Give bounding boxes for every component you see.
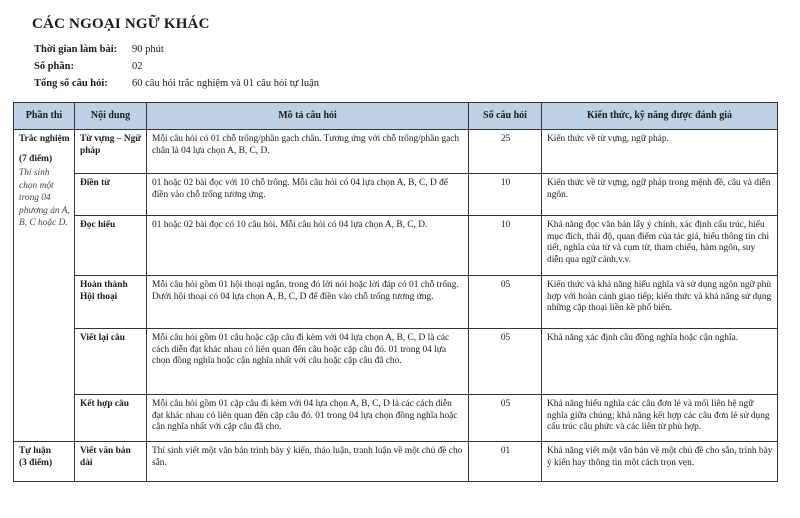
table-row bbox=[14, 216, 778, 276]
row-skill: Kiến thức và khả năng hiểu nghĩa và sử dụng ngôn ngữ phù hợp với hoàn cảnh giao tiếp; kiến thức và khả năng sử dụng những cặp thoại liền kề phổ biến. bbox=[542, 276, 778, 329]
document-title: CÁC NGOẠI NGỮ KHÁC bbox=[32, 16, 210, 32]
table-row bbox=[14, 442, 778, 482]
row-topic: Điền từ bbox=[75, 174, 147, 216]
meta-label: Số phần: bbox=[34, 61, 74, 72]
row-description: 01 hoặc 02 bài đọc với 10 chỗ trống. Mỗi câu hỏi có 04 lựa chọn A, B, C, D để điền vào chỗ trống tương ứng. bbox=[147, 174, 469, 216]
row-description: 01 hoặc 02 bài đọc có 10 câu hỏi. Mỗi câu hỏi có 04 lựa chọn A, B, C, D. bbox=[147, 216, 469, 276]
part-name: Trắc nghiệm bbox=[19, 134, 70, 144]
header-count: Số câu hỏi bbox=[469, 103, 542, 130]
row-topic: Hoàn thành Hội thoại bbox=[75, 276, 147, 329]
row-description: Mỗi câu hỏi gồm 01 hội thoại ngắn, trong đó lời nói hoặc lời đáp có 01 chỗ trống. Dưới hội thoại có 04 lựa chọn A, B, C, D để điền vào chỗ trống tương ứng. bbox=[147, 276, 469, 329]
part-points: (7 điểm) bbox=[19, 153, 53, 164]
header-description: Mô tả câu hỏi bbox=[147, 103, 469, 130]
row-skill: Kiến thức về từ vựng, ngữ pháp trong mệnh đề, câu và diễn ngôn. bbox=[542, 174, 778, 216]
meta-row-parts bbox=[34, 58, 319, 75]
row-count: 10 bbox=[469, 216, 542, 276]
row-count: 05 bbox=[469, 395, 542, 442]
meta-value: 90 phút bbox=[132, 44, 164, 55]
row-count: 05 bbox=[469, 276, 542, 329]
row-skill: Kiến thức về từ vựng, ngữ pháp. bbox=[542, 130, 778, 174]
table-row bbox=[14, 174, 778, 216]
meta-value: 60 câu hỏi trắc nghiệm và 01 câu hỏi tự luận bbox=[132, 78, 320, 89]
row-skill: Khả năng đọc văn bản lấy ý chính, xác định cấu trúc, hiểu mục đích, thái độ, quan điểm của tác giả, hiểu thông tin chi tiết, nghĩa của từ và cụm từ, tham chiếu, hàm ngôn, suy diễn qua ngữ cảnh,v.v. bbox=[542, 216, 778, 276]
row-description: Mỗi câu hỏi có 01 chỗ trống/phần gạch chân. Tương ứng với chỗ trống/phần gạch chân là 04 lựa chọn A, B, C, D. bbox=[147, 130, 469, 174]
part-note: Thí sinh chọn một trong 04 phương án A, B, C hoặc D. bbox=[19, 168, 70, 228]
row-topic: Từ vựng – Ngữ pháp bbox=[75, 130, 147, 174]
row-count: 25 bbox=[469, 130, 542, 174]
row-topic: Viết lại câu bbox=[75, 329, 147, 395]
row-description: Mỗi câu hỏi gồm 01 cặp câu đi kèm với 04 lựa chọn A, B, C, D là các cách diễn đạt khác nhau có liên quan đến cặp câu đó. 01 trong 04 lựa chọn đồng nghĩa hoặc cận nghĩa nhất với cặp câu đã cho. bbox=[147, 395, 469, 442]
exam-structure-table bbox=[13, 102, 778, 482]
meta-label: Thời gian làm bài: bbox=[34, 44, 118, 55]
row-description: Thí sinh viết một văn bản trình bày ý kiến, thảo luận, tranh luận về một chủ đề cho sẵn. bbox=[147, 442, 469, 482]
part-cell-multiple-choice bbox=[14, 130, 75, 442]
meta-row-duration bbox=[34, 41, 319, 58]
row-description: Mỗi câu hỏi gồm 01 câu hoặc cặp câu đi kèm với 04 lựa chọn A, B, C, D là các cách diễn đạt khác nhau có liên quan đến câu hoặc cặp câu đó. 01 trong 04 lựa chọn đồng nghĩa hoặc cận nghĩa nhất với câu hoặc cặp câu đã cho. bbox=[147, 329, 469, 395]
row-skill: Khả năng xác định câu đồng nghĩa hoặc cận nghĩa. bbox=[542, 329, 778, 395]
header-part: Phần thi bbox=[14, 103, 75, 130]
table-row bbox=[14, 329, 778, 395]
meta-row-total bbox=[34, 75, 319, 92]
row-skill: Khả năng viết một văn bản về một chủ đề cho sẵn, trình bày ý kiến hay thông tin một cách trọn vẹn. bbox=[542, 442, 778, 482]
exam-meta bbox=[34, 41, 319, 92]
part-points: (3 điểm) bbox=[19, 457, 53, 468]
row-skill: Khả năng hiểu nghĩa các câu đơn lẻ và mối liên hệ ngữ nghĩa giữa chúng; khả năng kết hợp các câu đơn lẻ sử dụng cấu trúc câu phức và các liên từ phù hợp. bbox=[542, 395, 778, 442]
header-content: Nội dung bbox=[75, 103, 147, 130]
row-topic: Kết hợp câu bbox=[75, 395, 147, 442]
table-header-row bbox=[14, 103, 778, 130]
row-count: 10 bbox=[469, 174, 542, 216]
row-topic: Đọc hiểu bbox=[75, 216, 147, 276]
part-cell-essay bbox=[14, 442, 75, 482]
table-row bbox=[14, 395, 778, 442]
meta-label: Tổng số câu hỏi: bbox=[34, 78, 108, 89]
meta-value: 02 bbox=[132, 61, 143, 72]
part-name: Tự luận bbox=[19, 446, 51, 456]
table-row bbox=[14, 130, 778, 174]
row-topic: Viết văn bản dài bbox=[75, 442, 147, 482]
row-count: 01 bbox=[469, 442, 542, 482]
header-skill: Kiến thức, kỹ năng được đánh giá bbox=[542, 103, 778, 130]
table-row bbox=[14, 276, 778, 329]
row-count: 05 bbox=[469, 329, 542, 395]
